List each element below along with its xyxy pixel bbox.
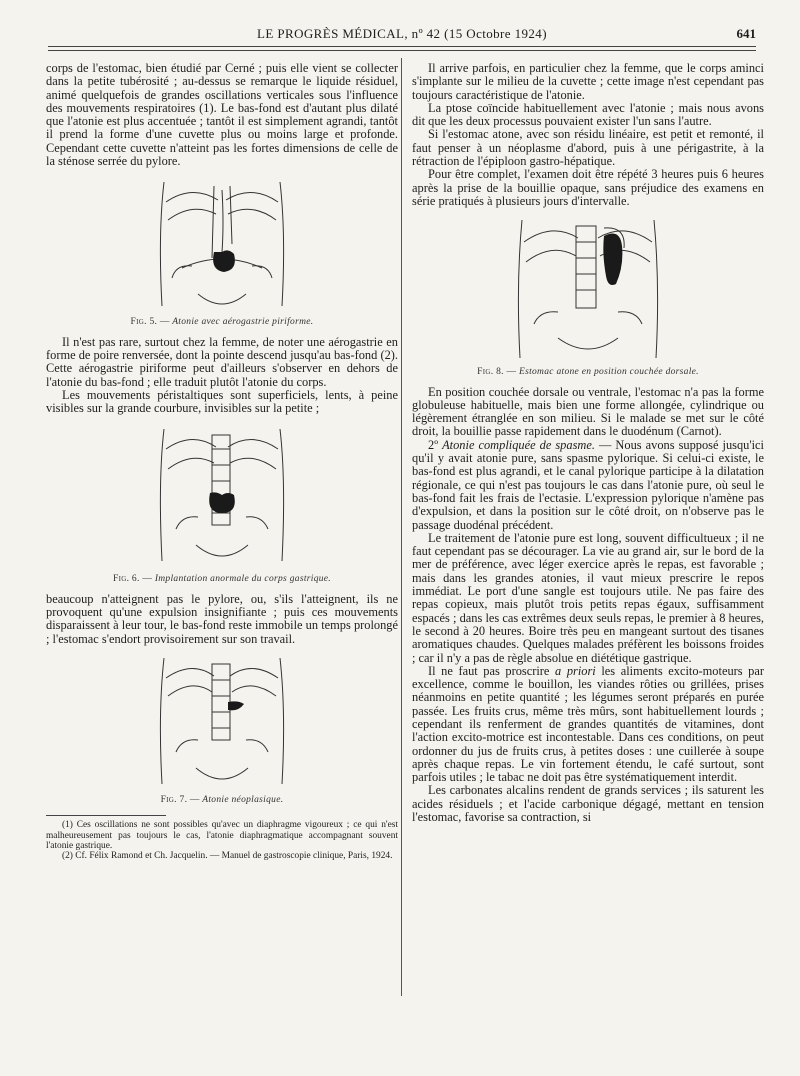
fig5-caption: Fig. 5. — Atonie avec aérogastrie piriforme. xyxy=(130,317,314,328)
paragraph-atonie-spasme: 2º Atonie compliquée de spasme. — Nous avons supposé jusqu'ici qu'il y avait atonie pure, sans spasme pylorique. Si celui-ci existe, le bas-fond est plus agrandi, et le canal pylorique participe à la dilatation régionale, ce qui n'est pas toujours le cas dans l'atonie pure, où seul le bas-fond fait les frais de l'ectasie. L'expression pylorique n'amène pas d'expulsion, et dans la position sur le côté droit, on n'observe pas le passage duodénal précédent. xyxy=(412,437,764,532)
running-header xyxy=(48,26,756,46)
paragraph: Si l'estomac atone, avec son résidu linéaire, est petit et remonté, il faut penser à un néoplasme d'abord, puis à une périgastrite, à la rétraction de l'épiploon gastro-hépatique. xyxy=(412,127,764,169)
fig7-caption: Fig. 7. — Atonie néoplasique. xyxy=(160,794,284,805)
paragraph: beaucoup n'atteignent pas le pylore, ou, s'ils l'atteignent, ils ne provoquent qu'une expulsion insignifiante ; puis ces mouvements disparaissent à leur tour, le bas-fond reste immobile un temps prolongé ; l'estomac s'endort provisoirement sur son travail. xyxy=(46,591,398,646)
paragraph: Il n'est pas rare, surtout chez la femme, de noter une aérogastrie en forme de poire renversée, dont la pointe descend jusqu'au bas-fond (2). Cette aérogastrie piriforme peut d'ailleurs s'observer en dehors de l'atonie du bas-fond ; elle traduit plutôt l'atonie du corps. xyxy=(46,334,398,389)
figure-5 xyxy=(46,174,398,329)
footnote-2: (2) Cf. Félix Ramond et Ch. Jacquelin. — Manuel de gastroscopie clinique, Paris, 1924. xyxy=(62,851,393,862)
right-column xyxy=(412,62,764,824)
paragraph: Le traitement de l'atonie pure est long, souvent difficultueux ; il ne faut cependant pas se décourager. La vie au grand air, sur le bord de la mer de préférence, avec léger exercice après le repas, est favorable ; mais dans les grandes atonies, il vaut mieux prescrire le repos immédiat. Le port d'une sangle est toujours utile. Ne pas faire des repas copieux, mais plutôt trois petits repas égaux, suffisamment espacés ; dans les cas extrêmes deux seuls repas, le premier à 8 heures, le second à 20 heures. Boire très peu en mangeant surtout des tisanes aromatiques chaudes. Quelques malades préfèrent les boissons froides ; car il n'y a pas de règle absolue en diététique gastrique. xyxy=(412,530,764,665)
figure-7 xyxy=(46,652,398,807)
paragraph: Les carbonates alcalins rendent de grands services ; ils saturent les acides résiduels ; et l'acide carbonique dégagé, mettant en tension l'estomac, favorise sa contraction, si xyxy=(412,783,764,825)
fig6-caption: Fig. 6. — Implantation anormale du corps gastrique. xyxy=(113,574,331,585)
figure-6 xyxy=(46,421,398,586)
figure-8 xyxy=(412,214,764,379)
paragraph: Les mouvements péristaltiques sont superficiels, lents, à peine visibles sur la grande courbure, invisibles sur la petite ; xyxy=(46,387,398,416)
paragraph: Il ne faut pas proscrire a priori les aliments excito-moteurs par excellence, comme le bouillon, les viandes rôties ou grillées, prises néanmoins en petite quantité ; les légumes seront préparés en purée passée. Les fruits crus, même très mûrs, sont habituellement lourds ; cependant ils renferment de grandes quantités de vitamines, dont l'action excito-motrice est incontestable. Dans ces conditions, on peut ordonner du jus de fruits crus, à petites doses : une cuillerée à soupe après chaque repas. Le vin fortement étendu, le café surtout, sont parfois utiles ; le tabac ne doit pas être systématiquement interdit. xyxy=(412,663,764,785)
left-column xyxy=(46,62,398,862)
column-rule xyxy=(401,58,402,996)
paragraph: Il arrive parfois, en particulier chez la femme, que le corps aminci s'implante sur le milieu de la cuvette ; cette image n'est cependant pas toujours caractéristique de l'atonie. xyxy=(412,61,764,102)
fig8-caption: Fig. 8. — Estomac atone en position couchée dorsale. xyxy=(477,367,699,378)
header-rule xyxy=(48,46,756,51)
footnote-rule xyxy=(46,815,166,816)
fig8-illustration xyxy=(508,214,668,364)
footnote-1: (1) Ces oscillations ne sont possibles qu'avec un diaphragme vigoureux ; ce qui n'est malheureusement pas toujours le cas, l'atonie diaphragmatique accompagnant souvent l'atonie gastrique. xyxy=(46,820,398,852)
journal-title: LE PROGRÈS MÉDICAL, nº 42 (15 Octobre 1924) xyxy=(257,26,547,41)
section-title: Atonie compliquée de spasme. xyxy=(442,437,595,452)
paragraph: En position couchée dorsale ou ventrale, l'estomac n'a pas la forme globuleuse habituelle, mais bien une forme allongée, cylindrique ou légèrement étranglée en son milieu. Si le malade se met sur le côté droit, la bouillie passe rapidement dans le duodénum (Carnot). xyxy=(412,384,764,439)
fig7-illustration xyxy=(152,652,292,792)
paragraph: La ptose coïncide habituellement avec l'atonie ; mais nous avons dit que les deux processus pouvaient exister l'un sans l'autre. xyxy=(412,100,764,129)
paragraph: Pour être complet, l'examen doit être répété 3 heures puis 6 heures après la prise de la bouillie opaque, sans préjudice des examens en série pratiqués à plusieurs jours d'intervalle. xyxy=(412,167,764,208)
fig5-illustration xyxy=(152,174,292,314)
page-number: 641 xyxy=(736,26,756,41)
paragraph: corps de l'estomac, bien étudié par Cerné ; puis elle vient se collecter dans la petite tubérosité ; au-dessus se remarque le liquide résiduel, animé quelquefois de grandes oscillations verticales sous l'influence des mouvements respiratoires (1). Le bas-fond est d'autant plus dilaté que l'atonie est plus accentuée ; tantôt il est simplement agrandi, tantôt il prend la forme d'une cuvette plus ou moins large et profonde. Cependant cette cuvette n'atteint pas les fortes dimensions de celle de la sténose serrée du pylore. xyxy=(46,61,398,169)
fig6-illustration xyxy=(152,421,292,571)
